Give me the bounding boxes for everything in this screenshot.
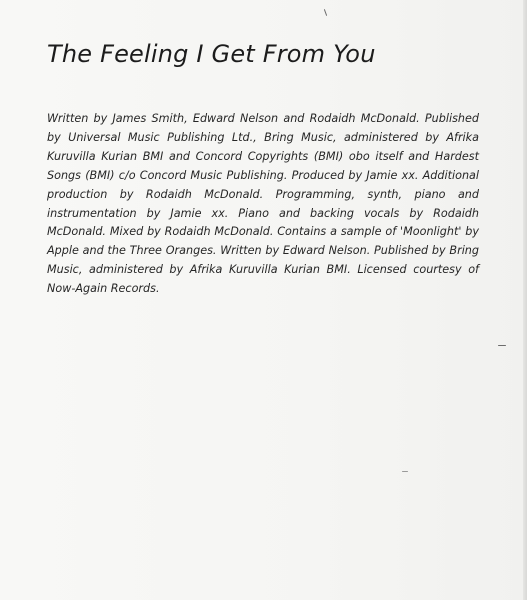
song-credits-paragraph: Written by James Smith, Edward Nelson and Rodaidh McDonald. Published by Universal Music Publishing Ltd., Bring Music, administered by Afrika Kuruvilla Kurian BMI and Concord Copyrights (BMI) obo itself and Hardest Songs (BMI) c/o Concord Music Publishing. Produced by Jamie xx. Additional production by Rodaidh McDonald. Programming, synth, piano and instrumentation by Jamie xx. Piano and backing vocals by Rodaidh McDonald. Mixed by Rodaidh McDonald. Contains a sample of 'Moonlight' by Apple and the Three Oranges. Written by Edward Nelson. Published by Bring Music, administered by Afrika Kuruvilla Kurian BMI. Licensed courtesy of Now-Again Records.	[47, 112, 479, 296]
dust-speck	[498, 345, 506, 346]
dust-speck	[402, 471, 408, 472]
page-edge-shadow	[523, 0, 527, 600]
song-title: The Feeling I Get From You	[47, 40, 376, 68]
dust-speck	[324, 9, 327, 16]
